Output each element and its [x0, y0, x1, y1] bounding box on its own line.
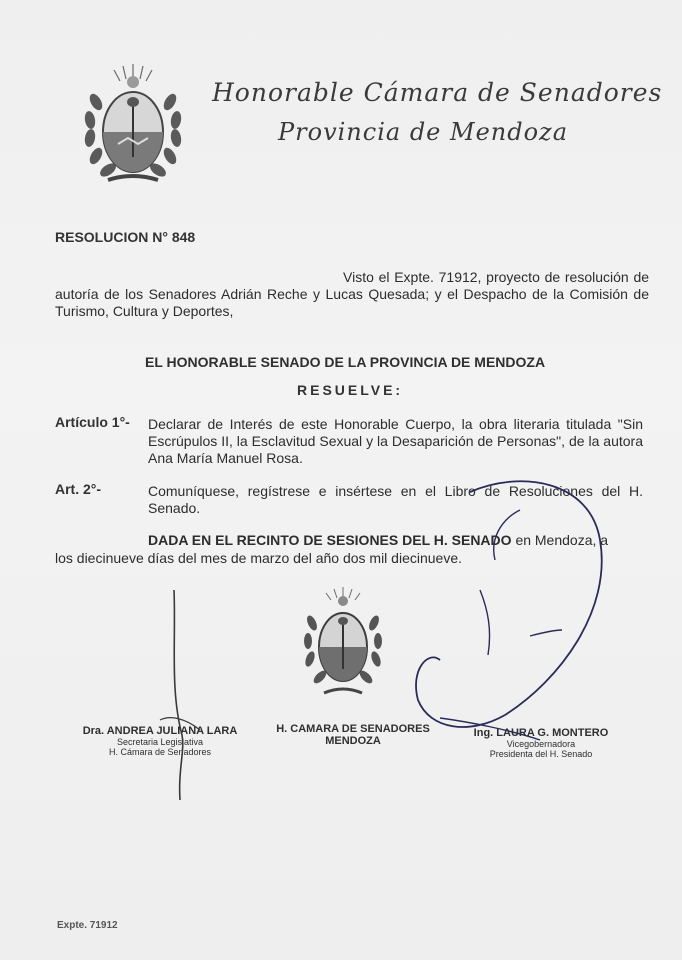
- signature-chamber-stamp: [272, 723, 434, 747]
- article-1-text: Declarar de Interés de este Honorable Cuerpo, la obra literaria titulada "Sin Escrúpulos II, la Esclavitud Sexual y la Desaparición de Personas", de la autora Ana María Manuel Rosa.: [148, 416, 643, 466]
- chamber-stamp-name: H. CAMARA DE SENADORES: [276, 723, 430, 735]
- visto-paragraph: [55, 269, 649, 320]
- secretary-role: Secretaria Legislativa: [116, 737, 204, 747]
- signature-president: [462, 727, 620, 759]
- resuelve-heading: RESUELVE:: [297, 382, 404, 398]
- senate-seal-icon: [300, 585, 386, 705]
- article-1-label: Artículo 1°-: [55, 414, 130, 430]
- chamber-stamp-city: MENDOZA: [325, 735, 381, 747]
- article-2-text: Comuníquese, regístrese e insértese en el Libro de Resoluciones del H. Senado.: [148, 483, 643, 516]
- header-province-name: Provincia de Mendoza: [278, 118, 569, 146]
- visto-first-line: Visto el Expte. 71912, proyecto de resolución: [343, 269, 629, 285]
- footer-expte: Expte. 71912: [57, 920, 118, 931]
- dada-paragraph: [148, 532, 648, 549]
- secretary-chamber: H. Cámara de Senadores: [108, 747, 212, 757]
- visto-rest: de autoría de los Senadores Adrián Reche y Lucas Quesada; y el Despacho de la Comisión de Turismo, Cultura y Deportes,: [55, 269, 650, 319]
- senate-heading: EL HONORABLE SENADO DE LA PROVINCIA DE MENDOZA: [145, 354, 546, 370]
- header-chamber-name: Honorable Cámara de Senadores: [212, 78, 663, 107]
- coat-of-arms-icon: [78, 62, 188, 190]
- article-2-label: Art. 2°-: [55, 481, 102, 497]
- president-name: Ing. LAURA G. MONTERO: [473, 727, 609, 739]
- secretary-name: Dra. ANDREA JULIANA LARA: [82, 725, 238, 737]
- dada-date-line: los diecinueve días del mes de marzo del año dos mil diecinueve.: [55, 550, 463, 566]
- dada-rest: en Mendoza, a: [515, 532, 609, 548]
- signature-secretary: [72, 725, 248, 757]
- resolution-number: RESOLUCION N° 848: [55, 229, 196, 245]
- president-title: Presidenta del H. Senado: [489, 749, 593, 759]
- dada-bold-text: DADA EN EL RECINTO DE SESIONES DEL H. SENADO: [148, 532, 512, 548]
- president-role: Vicegobernadora: [506, 739, 576, 749]
